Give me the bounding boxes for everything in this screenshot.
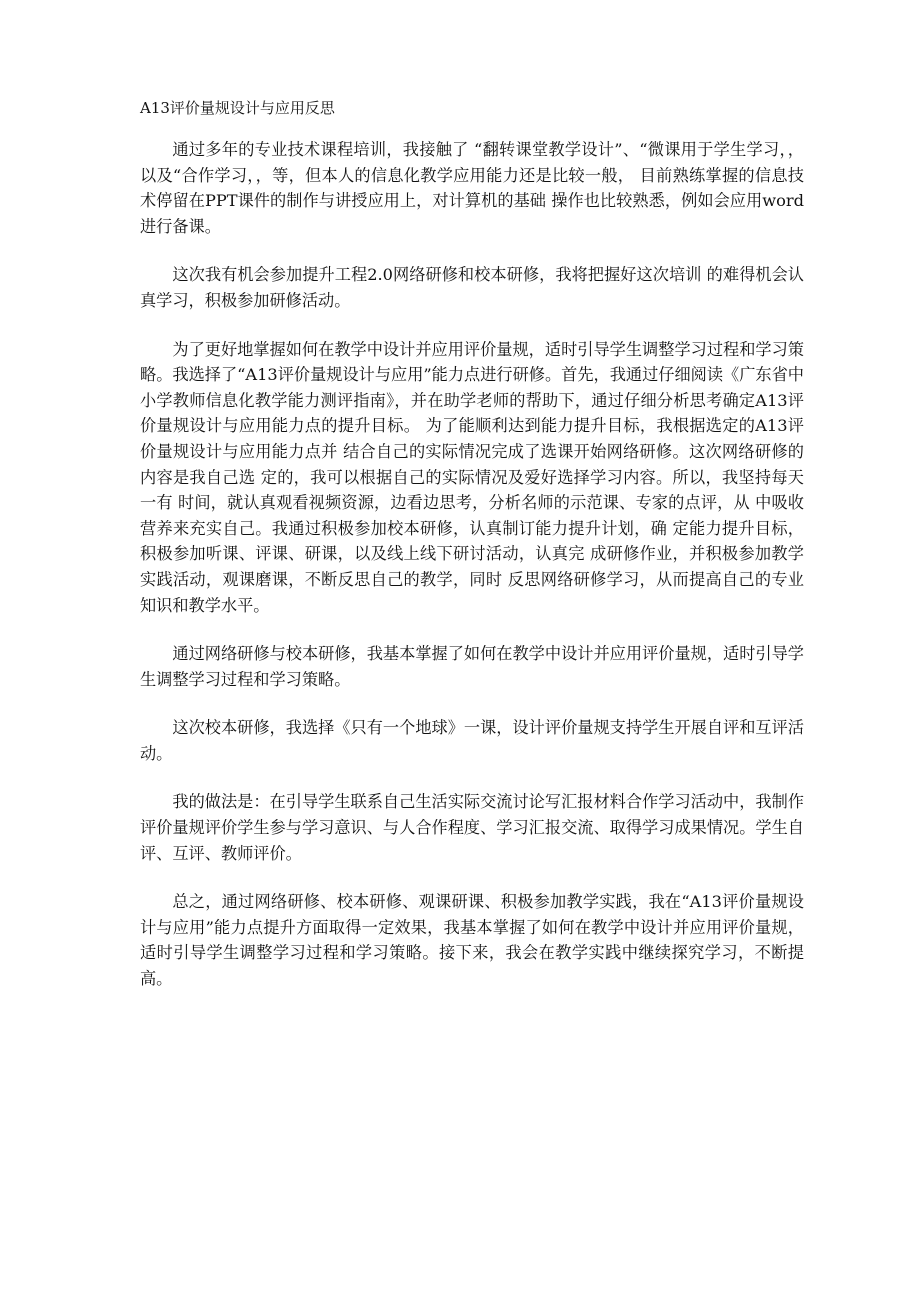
paragraph-study-process: 为了更好地掌握如何在教学中设计并应用评价量规，适时引导学生调整学习过程和学习策略。我选择了“A13评价量规设计与应用”能力点进行研修。首先，我通过仔细阅读《广东省中小学教师信息化教学能力测评指南》，并在助学老师的帮助下，通过仔细分析思考确定A13评价量规设计与应用能力点的提升目标。 为了能顺利达到能力提升目标，我根据选定的A13评价量规设计与应用能力点并 结合自己的实际情况完成了选课开始网络研修。这次网络研修的内容是我自己选 定的，我可以根据自己的实际情况及爱好选择学习内容。所以，我坚持每天一有 时间，就认真观看视频资源，边看边思考，分析名师的示范课、专家的点评，从 中吸收营养来充实自己。我通过积极参加校本研修，认真制订能力提升计划，确 定能力提升目标，积极参加听课、评课、研课，以及线上线下研讨活动，认真完 成研修作业，并积极参加教学实践活动，观课磨课，不断反思自己的教学，同时 反思网络研修学习，从而提高自己的专业知识和教学水平。: [140, 339, 804, 615]
document-title: A13评价量规设计与应用反思: [140, 99, 335, 117]
paragraph-opportunity: 这次我有机会参加提升工程2.0网络研修和校本研修，我将把握好这次培训 的难得机会认真学习，积极参加研修活动。: [140, 265, 804, 310]
paragraph-summary: 总之，通过网络研修、校本研修、观课研课、积极参加教学实践，我在“A13评价量规设计与应用”能力点提升方面取得一定效果，我基本掌握了如何在教学中设计并应用评价量规，适时引导学生调整学习过程和学习策略。接下来，我会在教学实践中继续探究学习，不断提高。: [140, 892, 804, 989]
document-page: [140, 96, 804, 1015]
paragraph-method: 我的做法是：在引导学生联系自己生活实际交流讨论写汇报材料合作学习活动中，我制作评价量规评价学生参与学习意识、与人合作程度、学习汇报交流、取得学习成果情况。学生自评、互评、教师评价。: [140, 792, 804, 863]
paragraph-outcome: 通过网络研修与校本研修，我基本掌握了如何在教学中设计并应用评价量规，适时引导学生调整学习过程和学习策略。: [140, 644, 804, 689]
paragraph-lesson-choice: 这次校本研修，我选择《只有一个地球》一课，设计评价量规支持学生开展自评和互评活动。: [140, 718, 804, 763]
paragraph-training-background: 通过多年的专业技术课程培训，我接触了 “翻转课堂教学设计”、“微课用于学生学习，，以及“合作学习，，等，但本人的信息化教学应用能力还是比较一般， 目前熟练掌握的信息技术停留在PPT课件的制作与讲授应用上，对计算机的基础 操作也比较熟悉，例如会应用word进行备课。: [140, 140, 804, 236]
